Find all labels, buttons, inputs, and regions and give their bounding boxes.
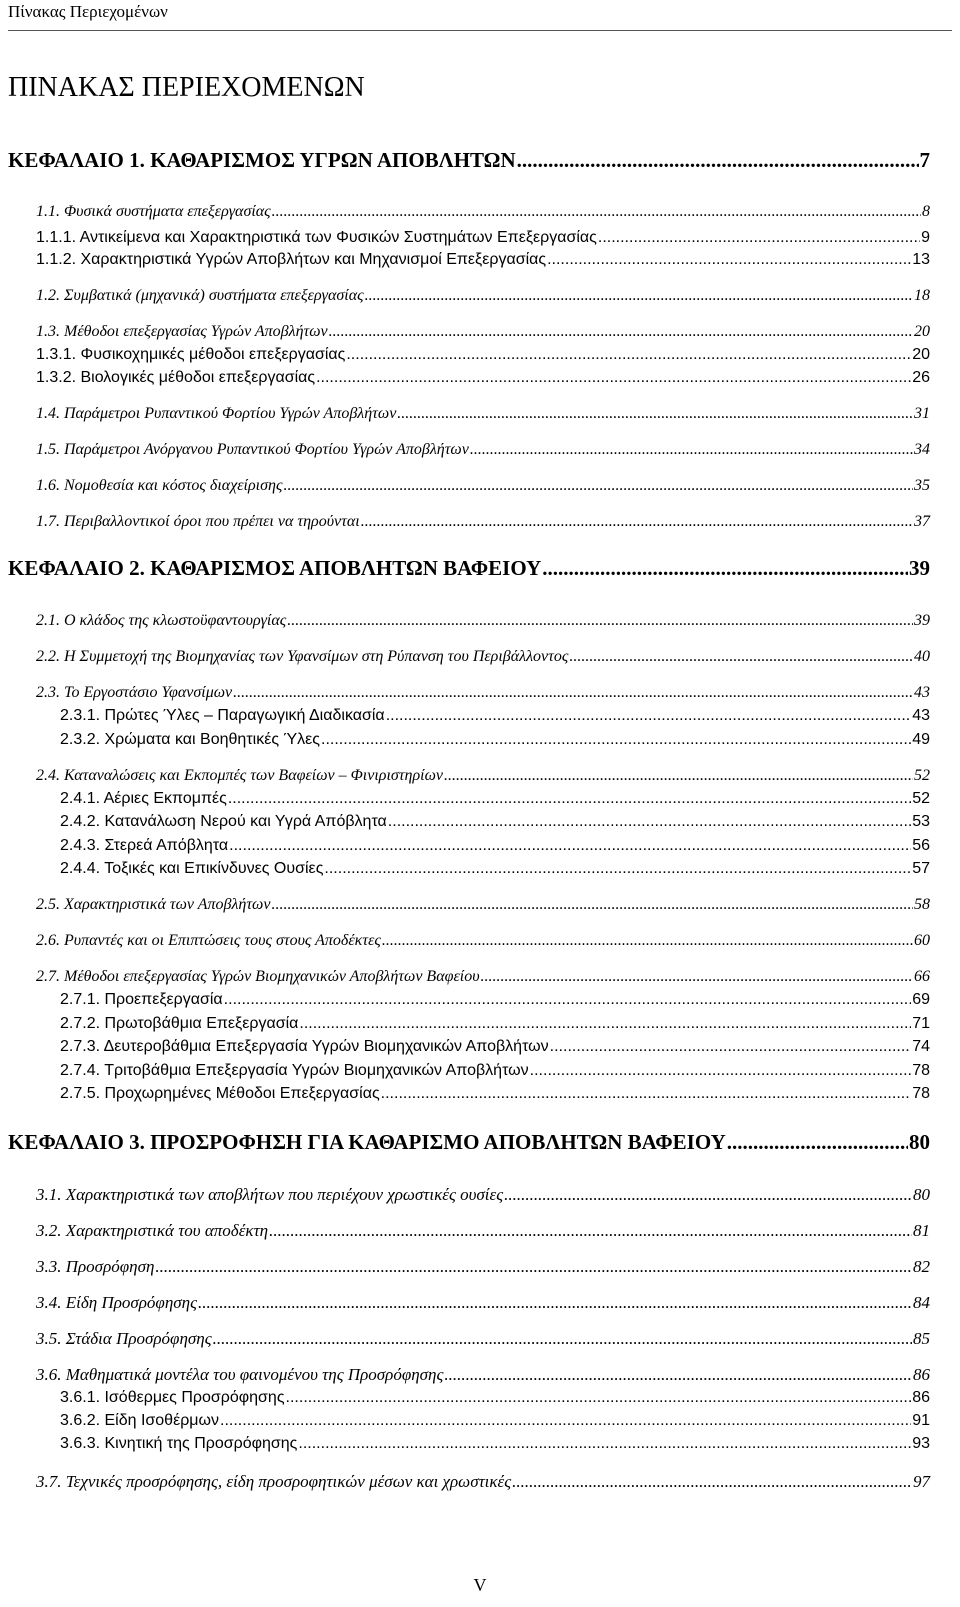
toc-entry[interactable] xyxy=(36,229,930,247)
toc-dot-leader xyxy=(542,556,908,581)
toc-entry-title: 2.4.2. Κατανάλωση Νερού και Υγρά Απόβλητα xyxy=(60,813,387,830)
toc-entry-title: 2.4.1. Αέριες Εκπομπές xyxy=(60,790,227,807)
toc-entry[interactable] xyxy=(36,1293,930,1313)
toc-entry[interactable] xyxy=(36,1472,930,1492)
toc-entry[interactable] xyxy=(60,1062,930,1080)
toc-entry-page-number: 78 xyxy=(912,1062,930,1079)
toc-entry-page-number: 52 xyxy=(912,790,930,807)
toc-entry-title: 2.7. Μέθοδοι επεξεργασίας Υγρών Βιομηχανικών Αποβλήτων Βαφείου xyxy=(36,968,480,985)
toc-entry-page-number: 26 xyxy=(912,369,930,386)
toc-entry-page-number: 9 xyxy=(921,229,930,246)
toc-entry-title: 1.7. Περιβαλλοντικοί όροι που πρέπει να τηρούνται xyxy=(36,513,360,530)
toc-entry-title: 1.5. Παράμετροι Ανόργανου Ρυπαντικού Φορτίου Υγρών Αποβλήτων xyxy=(36,441,469,458)
toc-entry-title: 2.4.3. Στερεά Απόβλητα xyxy=(60,837,229,854)
toc-entry[interactable] xyxy=(36,1185,930,1205)
toc-entry-page-number: 80 xyxy=(913,1185,930,1204)
toc-entry-page-number: 35 xyxy=(914,477,930,494)
toc-entry-title: 1.1.2. Χαρακτηριστικά Υγρών Αποβλήτων και Μηχανισμοί Επεξεργασίας xyxy=(36,251,547,268)
toc-dot-leader xyxy=(481,968,913,986)
toc-entry-title: 3.6. Μαθηματικά μοντέλα του φαινομένου της Προσρόφησης xyxy=(36,1365,444,1384)
toc-entry-page-number: 52 xyxy=(914,767,930,784)
toc-dot-leader xyxy=(361,513,913,531)
toc-dot-leader xyxy=(286,1389,912,1407)
toc-entry-page-number: 91 xyxy=(912,1412,930,1429)
toc-entry-page-number: 7 xyxy=(919,148,930,172)
toc-entry[interactable] xyxy=(36,1365,930,1385)
toc-dot-leader xyxy=(346,346,911,364)
toc-dot-leader xyxy=(299,1015,911,1033)
toc-entry-page-number: 69 xyxy=(912,991,930,1008)
toc-dot-leader xyxy=(287,612,913,630)
toc-dot-leader xyxy=(530,1062,912,1080)
toc-entry-title: 2.3. Το Εργοστάσιο Υφανσίμων xyxy=(36,684,233,701)
toc-entry-title: 2.7.5. Προχωρημένες Μέθοδοι Επεξεργασίας xyxy=(60,1085,380,1102)
toc-dot-leader xyxy=(213,1329,912,1349)
toc-entry-title: 2.7.2. Πρωτοβάθμια Επεξεργασία xyxy=(60,1015,299,1032)
toc-entry[interactable] xyxy=(36,684,930,702)
toc-entry[interactable] xyxy=(36,369,930,387)
toc-entry[interactable] xyxy=(60,731,930,749)
toc-entry-title: 2.4.4. Τοξικές και Επικίνδυνες Ουσίες xyxy=(60,860,324,877)
page-header-title: Πίνακας Περιεχομένων xyxy=(8,2,168,21)
toc-dot-leader xyxy=(198,1293,912,1313)
toc-dot-leader xyxy=(283,477,913,495)
toc-entry[interactable] xyxy=(60,991,930,1009)
toc-entry-title: 2.2. Η Συμμετοχή της Βιομηχανίας των Υφανσίμων στη Ρύπανση του Περιβάλλοντος xyxy=(36,648,569,665)
toc-entry-page-number: 93 xyxy=(912,1435,930,1452)
toc-entry-page-number: 34 xyxy=(914,441,930,458)
toc-dot-leader xyxy=(316,369,911,387)
toc-entry-title: 2.3.1. Πρώτες Ύλες – Παραγωγική Διαδικασία xyxy=(60,707,385,724)
toc-entry-title: 2.6. Ρυπαντές και οι Επιπτώσεις τους στους Αποδέκτες xyxy=(36,932,381,949)
toc-dot-leader xyxy=(386,707,912,725)
toc-entry-page-number: 39 xyxy=(914,612,930,629)
toc-entry[interactable] xyxy=(60,860,930,878)
toc-dot-leader xyxy=(365,287,913,305)
toc-entry-page-number: 60 xyxy=(914,932,930,949)
toc-entry[interactable] xyxy=(36,323,930,341)
document-title: ΠΙΝΑΚΑΣ ΠΕΡΙΕΧΟΜΕΝΩΝ xyxy=(8,72,365,103)
toc-entry-page-number: 8 xyxy=(922,203,930,220)
toc-dot-leader xyxy=(444,1365,912,1385)
toc-entry-page-number: 20 xyxy=(912,346,930,363)
toc-entry-title: 3.4. Είδη Προσρόφησης xyxy=(36,1293,197,1312)
toc-entry[interactable] xyxy=(36,477,930,495)
toc-entry[interactable] xyxy=(36,1221,930,1241)
toc-entry-title: 3.5. Στάδια Προσρόφησης xyxy=(36,1329,212,1348)
toc-entry-page-number: 85 xyxy=(913,1329,930,1348)
toc-dot-leader xyxy=(504,1185,912,1205)
toc-entry-title: 2.7.1. Προεπεξεργασία xyxy=(60,991,223,1008)
toc-dot-leader xyxy=(321,731,911,749)
toc-dot-leader xyxy=(598,229,920,247)
toc-dot-leader xyxy=(727,1130,908,1155)
toc-dot-leader xyxy=(547,251,911,269)
toc-entry[interactable] xyxy=(36,612,930,630)
toc-entry-page-number: 37 xyxy=(914,513,930,530)
toc-entry-title: 3.6.1. Ισόθερμες Προσρόφησης xyxy=(60,1389,285,1406)
toc-entry[interactable] xyxy=(60,1435,930,1453)
toc-entry[interactable] xyxy=(36,767,930,785)
toc-entry[interactable] xyxy=(60,813,930,831)
toc-dot-leader xyxy=(271,896,913,914)
toc-entry[interactable] xyxy=(36,932,930,950)
toc-dot-leader xyxy=(388,813,911,831)
toc-entry[interactable] xyxy=(36,251,930,269)
toc-entry-page-number: 58 xyxy=(914,896,930,913)
toc-dot-leader xyxy=(550,1038,912,1056)
toc-entry-page-number: 66 xyxy=(914,968,930,985)
toc-entry[interactable] xyxy=(60,1038,930,1056)
toc-dot-leader xyxy=(233,684,913,702)
toc-entry-page-number: 40 xyxy=(914,648,930,665)
toc-entry[interactable] xyxy=(60,1015,930,1033)
toc-dot-leader xyxy=(397,405,913,423)
toc-entry-title: 1.1. Φυσικά συστήματα επεξεργασίας xyxy=(36,203,271,220)
toc-entry[interactable] xyxy=(36,648,930,666)
toc-dot-leader xyxy=(329,323,913,341)
toc-entry-page-number: 84 xyxy=(913,1293,930,1312)
toc-entry-title: 3.3. Προσρόφηση xyxy=(36,1257,155,1276)
toc-entry-title: 3.7. Τεχνικές προσρόφησης, είδη προσροφητικών μέσων και χρωστικές xyxy=(36,1472,512,1491)
toc-entry-title: 2.1. Ο κλάδος της κλωστοϋφαντουργίας xyxy=(36,612,287,629)
toc-entry[interactable] xyxy=(36,513,930,531)
toc-entry-page-number: 82 xyxy=(913,1257,930,1276)
toc-dot-leader xyxy=(220,1412,911,1430)
toc-entry-page-number: 78 xyxy=(912,1085,930,1102)
toc-dot-leader xyxy=(269,1221,912,1241)
toc-entry-title: 2.7.4. Τριτοβάθμια Επεξεργασία Υγρών Βιομηχανικών Αποβλήτων xyxy=(60,1062,529,1079)
toc-dot-leader xyxy=(272,203,921,221)
toc-entry[interactable] xyxy=(60,1085,930,1103)
toc-dot-leader xyxy=(517,148,919,173)
toc-entry[interactable] xyxy=(36,405,930,423)
toc-entry-page-number: 97 xyxy=(913,1472,930,1491)
toc-entry[interactable] xyxy=(8,1130,930,1155)
toc-entry-title: 1.3. Μέθοδοι επεξεργασίας Υγρών Αποβλήτων xyxy=(36,323,328,340)
toc-entry[interactable] xyxy=(36,1329,930,1349)
toc-dot-leader xyxy=(569,648,913,666)
toc-entry[interactable] xyxy=(36,441,930,459)
toc-entry-title: 1.6. Νομοθεσία και κόστος διαχείρισης xyxy=(36,477,283,494)
toc-entry-title: 2.7.3. Δευτεροβάθμια Επεξεργασία Υγρών Βιομηχανικών Αποβλήτων xyxy=(60,1038,549,1055)
toc-entry[interactable] xyxy=(36,1257,930,1277)
toc-entry[interactable] xyxy=(36,896,930,914)
toc-entry[interactable] xyxy=(60,790,930,808)
toc-entry[interactable] xyxy=(8,556,930,581)
toc-dot-leader xyxy=(470,441,913,459)
toc-entry[interactable] xyxy=(36,968,930,986)
toc-entry[interactable] xyxy=(60,1412,930,1430)
toc-entry[interactable] xyxy=(60,707,930,725)
toc-dot-leader xyxy=(382,932,913,950)
toc-entry-page-number: 20 xyxy=(914,323,930,340)
toc-entry-page-number: 13 xyxy=(912,251,930,268)
toc-entry-page-number: 43 xyxy=(912,707,930,724)
toc-dot-leader xyxy=(324,860,911,878)
toc-entry-page-number: 71 xyxy=(912,1015,930,1032)
toc-entry-title: 1.3.2. Βιολογικές μέθοδοι επεξεργασίας xyxy=(36,369,316,386)
toc-entry-page-number: 56 xyxy=(912,837,930,854)
toc-entry-title: 1.2. Συμβατικά (μηχανικά) συστήματα επεξεργασίας xyxy=(36,287,364,304)
toc-entry[interactable] xyxy=(60,1389,930,1407)
toc-entry-title: 1.4. Παράμετροι Ρυπαντικού Φορτίου Υγρών Αποβλήτων xyxy=(36,405,397,422)
toc-entry-title: 3.1. Χαρακτηριστικά των αποβλήτων που περιέχουν χρωστικές ουσίες xyxy=(36,1185,504,1204)
toc-dot-leader xyxy=(155,1257,912,1277)
toc-entry-page-number: 53 xyxy=(912,813,930,830)
toc-entry-title: ΚΕΦΑΛΑΙΟ 1. ΚΑΘΑΡΙΣΜΟΣ ΥΓΡΩΝ ΑΠΟΒΛΗΤΩΝ xyxy=(8,148,516,172)
toc-entry-page-number: 86 xyxy=(912,1389,930,1406)
toc-entry-page-number: 57 xyxy=(912,860,930,877)
toc-entry-page-number: 31 xyxy=(914,405,930,422)
toc-dot-leader xyxy=(224,991,912,1009)
toc-entry-page-number: 80 xyxy=(909,1130,930,1154)
toc-entry-title: 3.2. Χαρακτηριστικά του αποδέκτη xyxy=(36,1221,269,1240)
toc-entry-title: 1.1.1. Αντικείμενα και Χαρακτηριστικά των Φυσικών Συστημάτων Επεξεργασίας xyxy=(36,229,597,246)
toc-entry-page-number: 43 xyxy=(914,684,930,701)
toc-entry-title: ΚΕΦΑΛΑΙΟ 3. ΠΡΟΣΡΟΦΗΣΗ ΓΙΑ ΚΑΘΑΡΙΣΜΟ ΑΠΟΒΛΗΤΩΝ ΒΑΦΕΙΟΥ xyxy=(8,1130,726,1154)
toc-dot-leader xyxy=(229,837,911,855)
toc-entry-page-number: 86 xyxy=(913,1365,930,1384)
toc-entry-page-number: 39 xyxy=(909,556,930,580)
toc-dot-leader xyxy=(298,1435,911,1453)
toc-entry-page-number: 49 xyxy=(912,731,930,748)
toc-entry-title: 2.4. Καταναλώσεις και Εκπομπές των Βαφείων – Φινιριστηρίων xyxy=(36,767,443,784)
toc-entry[interactable] xyxy=(60,837,930,855)
toc-entry-title: ΚΕΦΑΛΑΙΟ 2. ΚΑΘΑΡΙΣΜΟΣ ΑΠΟΒΛΗΤΩΝ ΒΑΦΕΙΟΥ xyxy=(8,556,542,580)
toc-entry[interactable] xyxy=(36,346,930,364)
toc-dot-leader xyxy=(228,790,911,808)
toc-entry[interactable] xyxy=(36,203,930,221)
toc-entry-title: 2.5. Χαρακτηριστικά των Αποβλήτων xyxy=(36,896,271,913)
toc-entry-title: 1.3.1. Φυσικοχημικές μέθοδοι επεξεργασίας xyxy=(36,346,346,363)
toc-entry-title: 3.6.2. Είδη Ισοθέρμων xyxy=(60,1412,220,1429)
toc-entry-page-number: 74 xyxy=(912,1038,930,1055)
toc-entry[interactable] xyxy=(36,287,930,305)
toc-entry-title: 3.6.3. Κινητική της Προσρόφησης xyxy=(60,1435,298,1452)
toc-entry-title: 2.3.2. Χρώματα και Βοηθητικές Ύλες xyxy=(60,731,321,748)
toc-entry[interactable] xyxy=(8,148,930,173)
toc-entry-page-number: 81 xyxy=(913,1221,930,1240)
toc-dot-leader xyxy=(512,1472,912,1492)
page-number: V xyxy=(473,1575,487,1595)
toc-entry-page-number: 18 xyxy=(914,287,930,304)
toc-dot-leader xyxy=(444,767,913,785)
toc-dot-leader xyxy=(381,1085,912,1103)
